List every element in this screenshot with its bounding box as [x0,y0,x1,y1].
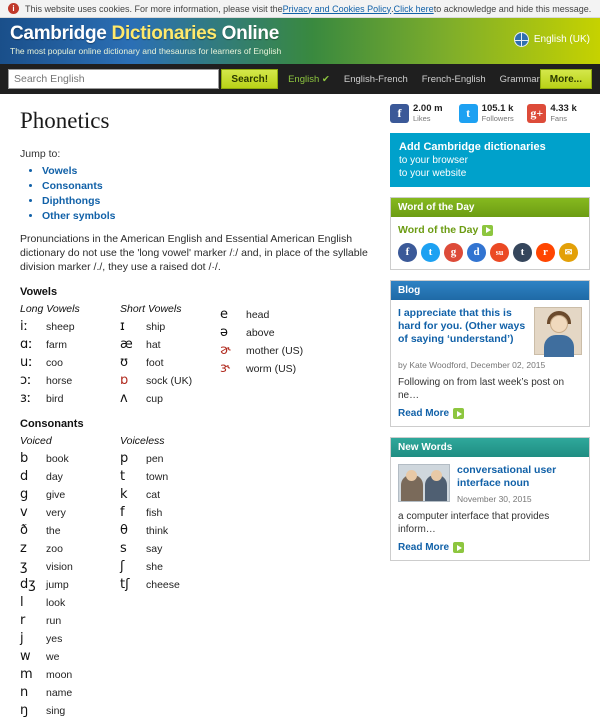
phonetic-symbol: ə [220,325,228,340]
example-word: yes [46,633,63,645]
googleplus-icon: g+ [527,104,546,123]
table-row [20,468,120,486]
table-row [220,324,360,342]
example-word: look [46,597,66,609]
info-icon: i [8,3,19,14]
cookie-notice-tail: to acknowledge and hide this message. [433,3,592,14]
example-word: farm [46,339,67,351]
table-row [120,318,220,336]
table-row [20,630,120,648]
list-item [42,164,382,179]
example-word: day [46,471,63,483]
cookie-acknowledge-link[interactable]: Click here [393,3,434,14]
example-word: ship [146,321,166,333]
cookie-notice-mid: . [391,3,394,14]
table-row [220,306,360,324]
example-word: pen [146,453,164,465]
example-word: fish [146,507,163,519]
example-word: zoo [46,543,63,555]
example-word: sing [46,705,66,717]
table-row [120,504,220,522]
blog-header: Blog [391,281,589,300]
phonetic-symbol: ɒ [120,373,129,388]
word-of-the-day-word: Word of the Day [398,224,479,236]
promo-browser-link[interactable]: to your browser [399,155,468,166]
example-word: bird [46,393,64,405]
phonetic-symbol: ʒ [20,559,28,574]
list-item [42,194,382,209]
phonetic-symbol: ɑː [20,337,33,352]
phonetic-symbol: e [220,307,228,322]
author-avatar [534,307,582,355]
table-row [120,354,220,372]
example-word: think [146,525,169,537]
page-title: Phonetics [20,108,110,133]
example-word: book [46,453,69,465]
google-icon[interactable]: g [444,243,463,262]
phonetic-symbol: tʃ [120,577,130,592]
search-button[interactable]: Search! [221,69,278,89]
list-item [42,179,382,194]
blog-box [390,280,590,427]
phonetic-symbol: z [20,541,27,556]
table-row [120,390,220,408]
facebook-icon[interactable]: f [398,243,417,262]
phonetic-symbol: ɪ [120,319,125,334]
twitter-count: 105.1 k [481,103,514,114]
social-stats [390,104,590,123]
phonetic-symbol: ʃ [120,559,125,574]
facebook-icon: f [390,104,409,123]
phonetic-symbol: θ [120,523,128,538]
phonetic-symbol: ʌ [120,391,128,406]
blog-read-more[interactable] [398,408,582,419]
site-masthead [0,18,600,64]
googleplus-label: Fans [550,114,568,123]
phonetic-symbol: b [20,451,29,466]
blog-post-title[interactable]: I appreciate that this is hard for you. (Other ways of saying ‘understand’) [398,307,526,345]
table-row [20,540,120,558]
table-row [120,336,220,354]
section-heading-consonants: Consonants [20,418,84,430]
new-words-read-more[interactable] [398,542,582,553]
intro-paragraph: Pronunciations in the American English and Essential American English dictionary do not use the 'long vowel' marker /ː/ and, in place of the syllable division marker /./, they use a raised dot /·/. [20,233,368,273]
new-words-read-more-label: Read More [398,542,450,553]
tumblr-icon[interactable]: t [513,243,532,262]
dictionary-nav [288,74,540,85]
column-header: Long Vowels [20,303,80,315]
phonetic-symbol: l [20,595,24,610]
table-row [120,558,220,576]
example-word: we [46,651,60,663]
table-row [220,360,360,378]
facebook-count: 2.00 m [413,103,443,114]
example-word: jump [46,579,69,591]
table-row [120,540,220,558]
phonetic-symbol: v [20,505,28,520]
table-row [20,354,120,372]
promo-website-link[interactable]: to your website [399,168,467,179]
table-row [20,336,120,354]
jump-link-other-symbols[interactable]: Other symbols [42,210,116,222]
table-row [20,594,120,612]
table-row [120,468,220,486]
consonants-voiced-column [20,435,120,720]
phonetic-symbol: g [20,487,29,502]
example-word: name [46,687,73,699]
phonetic-symbol: ɝ [220,361,231,376]
search-bar [0,64,600,94]
brand-word-3: Online [221,23,279,44]
table-row [20,504,120,522]
table-row [20,612,120,630]
twitter-label: Followers [481,114,514,123]
table-row [20,558,120,576]
example-word: coo [46,357,63,369]
vowels-short-column [120,303,220,408]
play-icon[interactable] [482,225,493,236]
table-row [220,342,360,360]
phonetic-symbol: m [20,667,33,682]
cookie-notice-text: This website uses cookies. For more information, please visit the [25,3,283,14]
twitter-icon: t [459,104,478,123]
example-word: vision [46,561,73,573]
phonetic-symbol: ɚ [220,343,231,358]
jump-to-list [20,164,382,224]
example-word: cat [146,489,161,501]
example-word: head [246,309,270,321]
arrow-icon [453,542,464,553]
example-word: town [146,471,169,483]
table-row [20,522,120,540]
twitter-icon[interactable]: t [421,243,440,262]
table-row [20,390,120,408]
arrow-icon [453,408,464,419]
delicious-icon[interactable]: d [467,243,486,262]
blog-read-more-label: Read More [398,408,450,419]
phonetic-symbol: ʊ [120,355,129,370]
vowels-other-column [220,303,360,408]
example-word: run [46,615,62,627]
main-content [10,104,382,720]
googleplus-stat[interactable] [527,104,590,123]
consonants-table [20,435,382,720]
table-row [120,522,220,540]
new-word-date: November 30, 2015 [457,494,532,504]
phonetic-symbol: dʒ [20,577,36,592]
language-selector[interactable] [514,32,590,47]
table-row [120,450,220,468]
table-row [120,372,220,390]
example-word: she [146,561,163,573]
facebook-label: Likes [413,114,431,123]
example-word: the [46,525,61,537]
table-row [20,576,120,594]
phonetic-symbol: k [120,487,128,502]
new-word-excerpt: a computer interface that provides inform… [398,511,550,535]
section-heading-vowels: Vowels [20,286,58,298]
googleplus-count: 4.33 k [550,103,577,114]
cookie-notice-bar [0,0,600,18]
word-of-the-day-box [390,197,590,270]
column-header: Voiceless [120,435,165,447]
table-row [20,486,120,504]
brand-word-1: Cambridge [10,23,112,44]
table-row [20,702,120,720]
search-input[interactable] [8,69,219,89]
twitter-stat[interactable] [459,104,522,123]
site-logo[interactable] [10,23,590,45]
table-row [120,486,220,504]
example-word: worm (US) [246,363,297,375]
blog-byline: by Kate Woodford, December 02, 2015 [398,360,546,370]
phonetic-symbol: d [20,469,29,484]
nav-french-english[interactable]: French-English [421,73,486,85]
phonetic-symbol: f [120,505,125,520]
globe-icon [514,32,529,47]
example-word: moon [46,669,73,681]
word-of-the-day-header: Word of the Day [391,198,589,217]
phonetic-symbol: æ [120,337,133,352]
right-rail [390,104,590,720]
reddit-icon[interactable]: r [536,243,555,262]
phonetic-symbol: s [120,541,127,556]
example-word: cup [146,393,163,405]
article-thumbnail [398,464,450,502]
phonetic-symbol: uː [20,355,33,370]
blog-excerpt: Following on from last week’s post on ne… [398,377,565,401]
nav-english-french[interactable]: English-French [343,73,408,85]
promo-title: Add Cambridge dictionaries [399,141,546,153]
phonetic-symbol: ɔː [20,373,32,388]
column-header: Short Vowels [120,303,182,315]
phonetic-symbol: ɜː [20,391,32,406]
example-word: cheese [146,579,180,591]
new-word-title[interactable]: conversational user interface noun [457,464,557,489]
add-dictionaries-promo[interactable] [390,133,590,187]
example-word: above [246,327,275,339]
vowels-table [20,303,382,408]
new-words-header: New Words [391,438,589,457]
example-word: sheep [46,321,75,333]
table-row [20,318,120,336]
table-row [20,648,120,666]
jump-to-label: Jump to: [20,148,61,160]
jump-link-consonants[interactable]: Consonants [42,180,103,192]
site-tagline: The most popular online dictionary and thesaurus for learners of English [10,46,282,56]
list-item [42,209,382,224]
example-word: mother (US) [246,345,304,357]
example-word: foot [146,357,164,369]
table-row [120,576,220,594]
email-icon[interactable]: ✉ [559,243,578,262]
example-word: sock (UK) [146,375,193,387]
phonetic-symbol: w [20,649,31,664]
vowels-long-column [20,303,120,408]
share-buttons [398,243,582,262]
jump-link-vowels[interactable]: Vowels [42,165,78,177]
phonetic-symbol: ŋ [20,703,29,718]
table-row [20,684,120,702]
example-word: horse [46,375,73,387]
word-of-the-day-entry[interactable] [398,224,582,236]
consonants-voiceless-column [120,435,220,720]
nav-grammar[interactable]: Grammar [499,73,540,85]
example-word: very [46,507,66,519]
stumbleupon-icon[interactable]: su [490,243,509,262]
brand-word-2: Dictionaries [111,23,222,44]
phonetic-symbol: iː [20,319,28,334]
table-row [20,450,120,468]
jump-link-diphthongs[interactable]: Diphthongs [42,195,101,207]
phonetic-symbol: n [20,685,29,700]
phonetic-symbol: p [120,451,129,466]
phonetic-symbol: t [120,469,126,484]
table-row [20,372,120,390]
column-header: Voiced [20,435,52,447]
example-word: give [46,489,66,501]
phonetic-symbol: ð [20,523,28,538]
page-body [0,94,600,720]
example-word: say [146,543,163,555]
more-button[interactable]: More... [540,69,592,89]
table-row [20,666,120,684]
facebook-stat[interactable] [390,104,453,123]
phonetic-symbol: r [20,613,26,628]
new-words-box [390,437,590,561]
language-label: English (UK) [533,34,590,45]
phonetic-symbol: j [20,631,24,646]
nav-english[interactable]: English ✔ [288,73,330,85]
example-word: hat [146,339,161,351]
privacy-policy-link[interactable]: Privacy and Cookies Policy [282,3,392,14]
